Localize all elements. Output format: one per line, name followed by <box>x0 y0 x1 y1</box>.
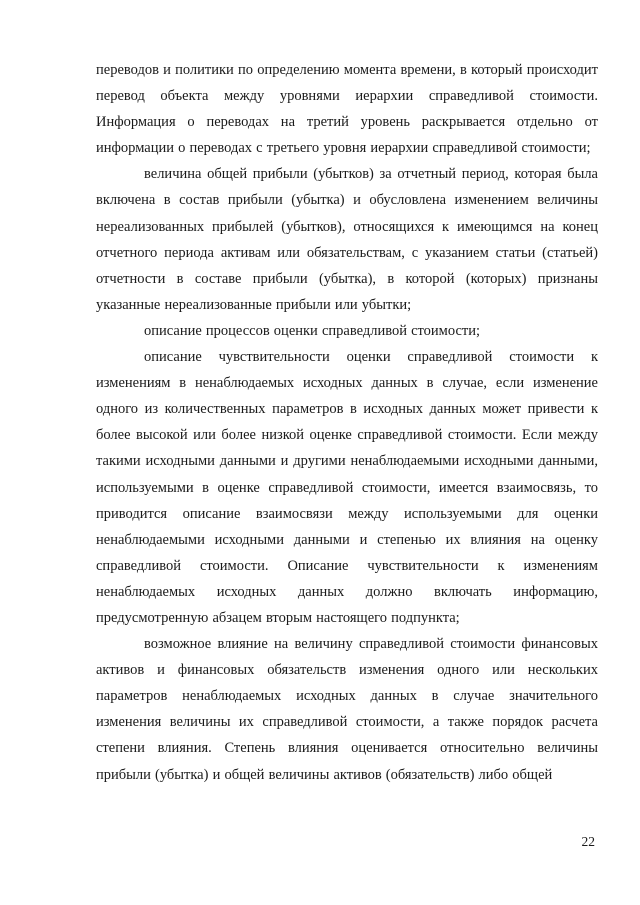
paragraph-valuation-processes: описание процессов оценки справедливой стоимости; <box>144 322 481 339</box>
page-number: 22 <box>581 834 595 849</box>
paragraph-possible-impact: возможное влияние на величину справедливой стоимости финансовых активов и финансовых обязательств изменения одного или нескольких параметров ненаблюдаемых исходных данных в случае значительного изменения величины их справедливой стоимости, а также порядок расчета степени влияния. Степень влияния оценивается относительно величины прибыли (убытка) и общей величины активов (обязательств) либо общей <box>96 636 598 783</box>
paragraph-transfers-policy: переводов и политики по определению момента времени, в который происходит перевод объекта между уровнями иерархии справедливой стоимости. Информация о переводах на третий уровень раскрывается отдельно от информации о переводах с третьего уровня иерархии справедливой стоимости; <box>96 62 598 157</box>
page-body <box>96 57 598 788</box>
paragraph-sensitivity-description: описание чувствительности оценки справедливой стоимости к изменениям в ненаблюдаемых исходных данных в случае, если изменение одного из количественных параметров в исходных данных может привести к более высокой или более низкой оценке справедливой стоимости. Если между такими исходными данными и другими ненаблюдаемыми исходными данными, используемыми в оценке справедливой стоимости, имеется взаимосвязь, то приводится описание взаимосвязи между используемыми для оценки ненаблюдаемыми исходными данными и степенью их влияния на оценку справедливой стоимости. Описание чувствительности к изменениям ненаблюдаемых исходных данных должно включать информацию, предусмотренную абзацем вторым настоящего подпункта; <box>96 349 598 626</box>
paragraph-unrealized-profit: величина общей прибыли (убытков) за отчетный период, которая была включена в состав прибыли (убытка) и обусловлена изменением величины нереализованных прибылей (убытков), относящихся к имеющимся на конец отчетного периода активам или обязательствам, с указанием статьи (статьей) отчетности в составе прибыли (убытка), в которой (которых) признаны указанные нереализованные прибыли или убытки; <box>96 166 598 313</box>
